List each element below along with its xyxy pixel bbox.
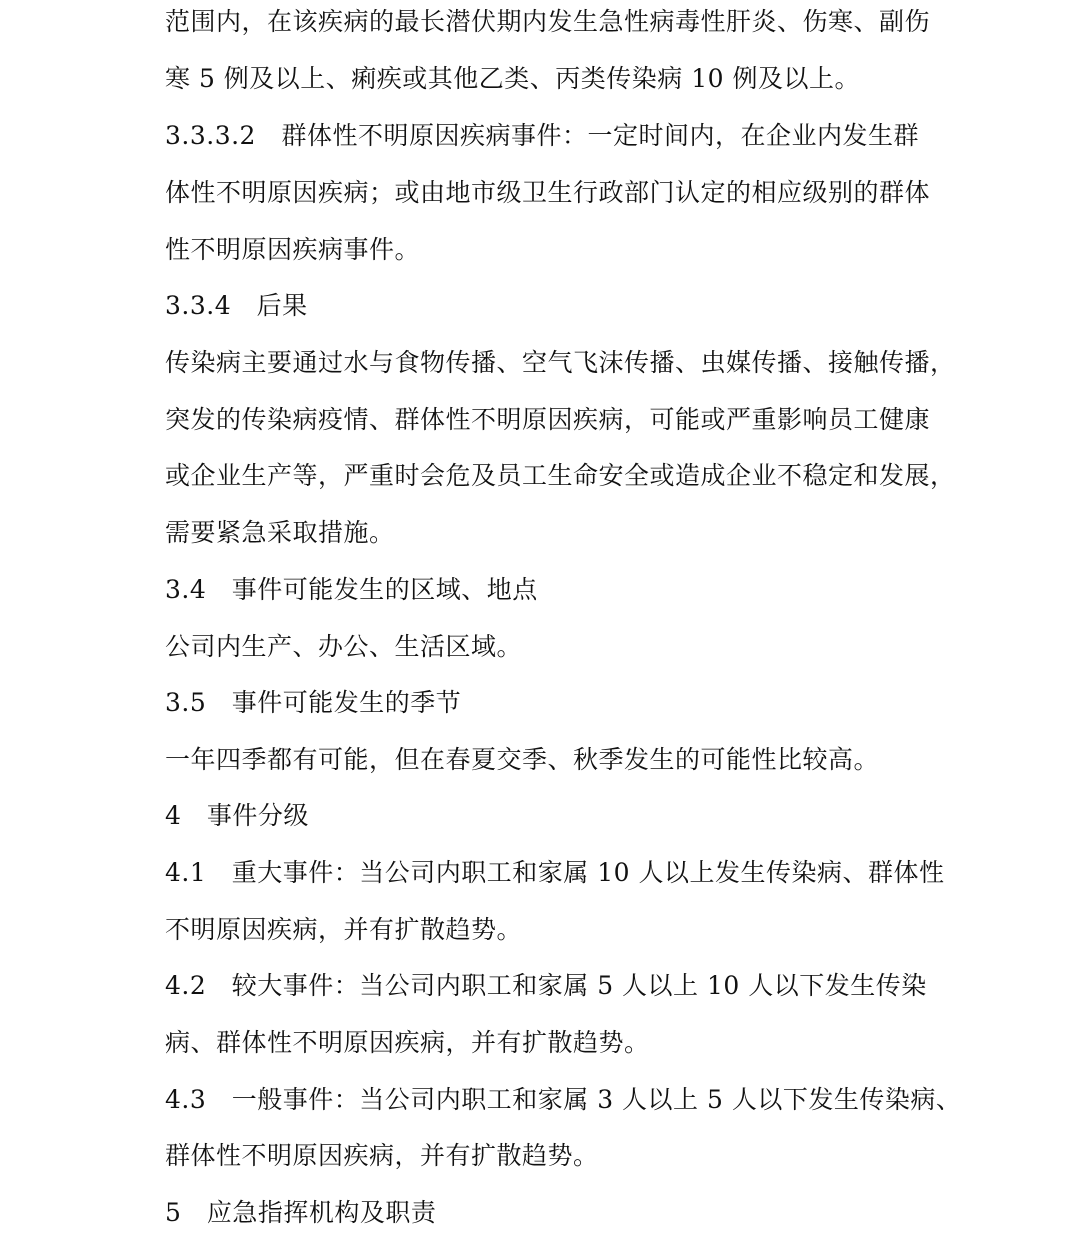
section-heading: 4 事件分级: [165, 801, 309, 830]
text-line: 群体性不明原因疾病，并有扩散趋势。: [165, 1141, 599, 1170]
text-line: 寒 5 例及以上、痢疾或其他乙类、丙类传染病 10 例及以上。: [165, 64, 861, 93]
text-line: 不明原因疾病，并有扩散趋势。: [165, 915, 523, 944]
section-heading: 3.3.3.2 群体性不明原因疾病事件：一定时间内，在企业内发生群: [165, 121, 919, 150]
section-heading: 4.1 重大事件：当公司内职工和家属 10 人以上发生传染病、群体性: [165, 858, 945, 887]
text-line: 传染病主要通过水与食物传播、空气飞沫传播、虫媒传播、接触传播，: [165, 348, 956, 377]
section-heading: 4.3 一般事件：当公司内职工和家属 3 人以上 5 人以下发生传染病、: [165, 1085, 962, 1114]
section-heading: 5 应急指挥机构及职责: [165, 1198, 437, 1227]
section-heading: 3.4 事件可能发生的区域、地点: [165, 575, 538, 604]
text-line: 突发的传染病疫情、群体性不明原因疾病，可能或严重影响员工健康: [165, 405, 931, 434]
text-line: 需要紧急采取措施。: [165, 518, 395, 547]
section-heading: 3.5 事件可能发生的季节: [165, 688, 462, 717]
section-heading: 4.2 较大事件：当公司内职工和家属 5 人以上 10 人以下发生传染: [165, 971, 927, 1000]
text-line: 范围内，在该疾病的最长潜伏期内发生急性病毒性肝炎、伤寒、副伤: [165, 7, 931, 36]
text-line: 性不明原因疾病事件。: [165, 235, 421, 264]
text-line: 公司内生产、办公、生活区域。: [165, 632, 523, 661]
text-line: 病、群体性不明原因疾病，并有扩散趋势。: [165, 1028, 650, 1057]
section-heading: 3.3.4 后果: [165, 291, 308, 320]
text-line: 一年四季都有可能，但在春夏交季、秋季发生的可能性比较高。: [165, 745, 880, 774]
text-line: 体性不明原因疾病；或由地市级卫生行政部门认定的相应级别的群体: [165, 178, 931, 207]
text-line: 或企业生产等，严重时会危及员工生命安全或造成企业不稳定和发展，: [165, 461, 956, 490]
